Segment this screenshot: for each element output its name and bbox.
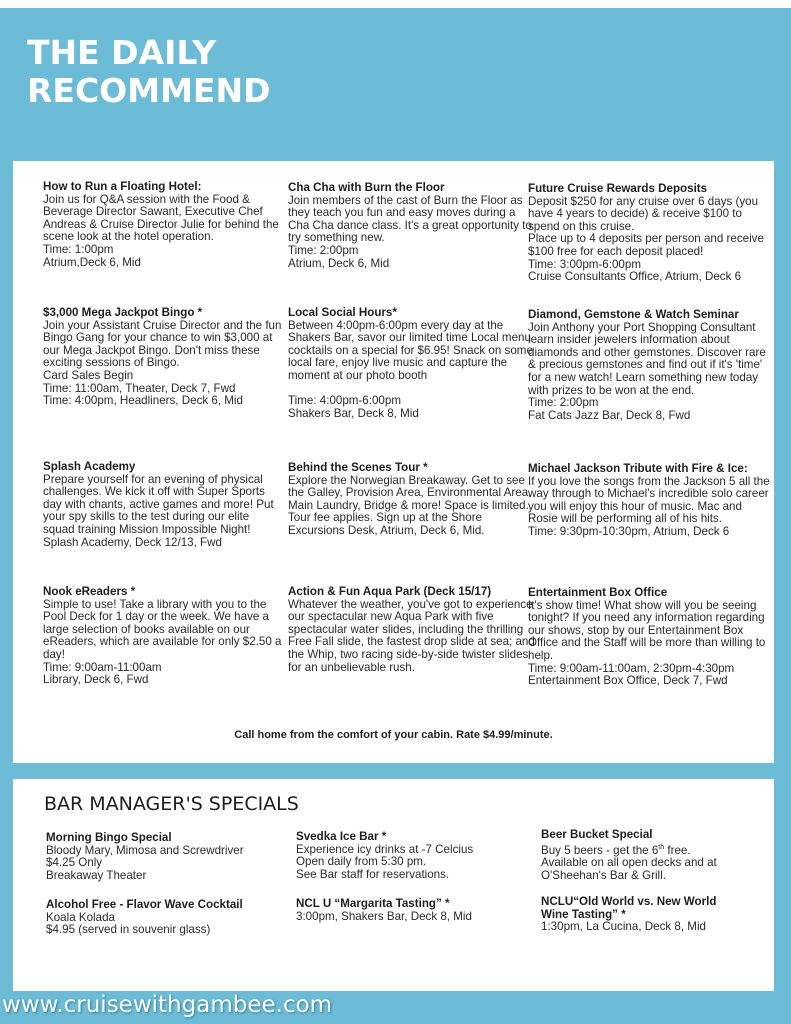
call-home-note: Call home from the comfort of your cabin. Rate $4.99/minute. xyxy=(234,729,553,741)
special-morning-bingo xyxy=(46,832,286,882)
special-location: Breakaway Theater xyxy=(46,868,147,882)
event-mega-bingo xyxy=(43,307,283,408)
bar-specials-panel xyxy=(13,779,774,991)
event-desc: Deposit $250 for any cruise over 6 days (you have 4 years to decide) & receive $100 to spend on this cruise. xyxy=(528,194,759,233)
offer-text: Buy 5 beers - get the 6 xyxy=(541,843,659,857)
event-title: Future Cruise Rewards Deposits xyxy=(528,182,708,195)
title-line-2: RECOMMEND xyxy=(27,71,271,110)
event-future-cruise xyxy=(528,183,773,284)
event-title: How to Run a Floating Hotel: xyxy=(43,180,202,193)
event-note: Card Sales Begin xyxy=(43,368,134,382)
event-title: Local Social Hours* xyxy=(288,306,397,319)
event-time: Time: 4:00pm-6:00pm xyxy=(288,394,401,408)
event-desc: Join your Assistant Cruise Director and the fun Bingo Gang for your chance to win $3,000 at our Mega Jackpot Bingo. Don't miss these exciting sessions of Bingo. xyxy=(43,318,282,370)
special-time-location: 3:00pm, Shakers Bar, Deck 8, Mid xyxy=(296,909,472,923)
special-title: Svedka Ice Bar * xyxy=(296,830,387,843)
event-title: Nook eReaders * xyxy=(43,585,136,598)
special-title: NCL U “Margarita Tasting” * xyxy=(296,897,450,910)
special-flavor-wave xyxy=(46,899,286,937)
event-desc: Explore the Norwegian Breakaway. Get to see the Galley, Provision Area, Environmental Area, Main Laundry, Bridge & more! Space is limited. xyxy=(288,473,532,512)
event-title: Michael Jackson Tribute with Fire & Ice: xyxy=(528,462,748,475)
event-time-2: Time: 4:00pm, Headliners, Deck 6, Mid xyxy=(43,394,243,408)
special-title: NCLU“Old World vs. New World Wine Tasting” * xyxy=(541,895,717,921)
special-hours: Open daily from 5:30 pm. xyxy=(296,855,427,869)
website-watermark: www.cruisewithgambee.com xyxy=(2,992,333,1018)
event-title: $3,000 Mega Jackpot Bingo * xyxy=(43,306,203,319)
event-time: Time: 3:00pm-6:00pm xyxy=(528,257,641,271)
event-location: Splash Academy, Deck 12/13, Fwd xyxy=(43,535,222,549)
special-title: Alcohol Free - Flavor Wave Cocktail xyxy=(46,898,243,911)
special-time-location: 1:30pm, La Cucina, Deck 8, Mid xyxy=(541,920,706,934)
special-title: Beer Bucket Special xyxy=(541,828,653,841)
event-title: Behind the Scenes Tour * xyxy=(288,461,428,474)
special-drinks: Bloody Mary, Mimosa and Screwdriver xyxy=(46,843,244,857)
special-offer xyxy=(541,842,761,857)
event-location: Atrium, Deck 6, Mid xyxy=(288,256,390,270)
event-time: Time: 1:00pm xyxy=(43,242,114,256)
event-desc: Join Anthony your Port Shopping Consultant learn insider jewelers information about diamonds and other gemstones. Discover rare & precious gemstones and find out if it's 'time' for a new watch! Learn something new today with prizes to be won at the end. xyxy=(528,320,766,397)
event-time: Time: 9:00am-11:00am, 2:30pm-4:30pm xyxy=(528,661,735,675)
event-floating-hotel xyxy=(43,181,283,269)
event-time: Time: 2:00pm xyxy=(528,396,599,410)
daily-recommend-panel xyxy=(13,161,774,763)
special-reservations: See Bar staff for reservations. xyxy=(296,867,450,881)
special-margarita-tasting xyxy=(296,898,536,923)
event-desc: If you love the songs from the Jackson 5 all the way through to Michael's incredible solo career you will enjoy this hour of music. Mac and Rosie will be performing all of his hits. xyxy=(528,474,770,526)
event-time: Time: 9:30pm-10:30pm, Atrium, Deck 6 xyxy=(528,524,730,538)
title-line-1: THE DAILY xyxy=(27,33,217,72)
event-nook-ereaders xyxy=(43,586,283,687)
offer-text-end: free. xyxy=(664,843,691,857)
event-desc-2: Place up to 4 deposits per person and receive $100 free for each deposit placed! xyxy=(528,232,764,258)
event-location: Library, Deck 6, Fwd xyxy=(43,673,149,687)
special-drink: Koala Kolada xyxy=(46,910,115,924)
event-location: Entertainment Box Office, Deck 7, Fwd xyxy=(528,674,728,688)
event-michael-jackson xyxy=(528,463,773,539)
event-title: Diamond, Gemstone & Watch Seminar xyxy=(528,308,739,321)
event-title: Action & Fun Aqua Park (Deck 15/17) xyxy=(288,585,492,598)
special-availability: Available on all open decks and at O'Sheehan's Bar & Grill. xyxy=(541,856,717,882)
event-desc: Join us for Q&A session with the Food & Beverage Director Sawant, Executive Chef Andreas & Cruise Director Julie for behind the scene look at the hotel operation. xyxy=(43,192,279,244)
event-desc: Whatever the weather, you've got to experience our spectacular new Aqua Park with five spectacular water slides, including the thrilling Free Fall slide, the fastest drop slide at sea; and the Whip, two racing side-by-side twister slides for an unbelievable rush. xyxy=(288,597,535,674)
event-location: Atrium,Deck 6, Mid xyxy=(43,255,141,269)
event-title: Cha Cha with Burn the Floor xyxy=(288,181,445,194)
special-desc: Experience icy drinks at -7 Celcius xyxy=(296,842,474,856)
event-title: Entertainment Box Office xyxy=(528,586,668,599)
event-signup: Tour fee applies. Sign up at the Shore Excursions Desk, Atrium, Deck 6, Mid. xyxy=(288,511,485,537)
event-location: Cruise Consultants Office, Atrium, Deck 6 xyxy=(528,270,742,284)
event-time: Time: 9:00am-11:00am xyxy=(43,660,162,674)
event-desc: Between 4:00pm-6:00pm every day at the Shakers Bar, savor our limited time Local menu cocktails on a special for $6.95! Snack on some local fare, enjoy live music and capture the moment at our photo booth xyxy=(288,318,533,382)
special-price: $4.25 Only xyxy=(46,856,103,870)
event-location: Shakers Bar, Deck 8, Mid xyxy=(288,406,419,420)
special-beer-bucket xyxy=(541,829,761,882)
event-diamond-seminar xyxy=(528,309,773,422)
event-location: Fat Cats Jazz Bar, Deck 8, Fwd xyxy=(528,408,691,422)
event-behind-scenes xyxy=(288,462,538,538)
event-desc: Prepare yourself for an evening of physical challenges. We kick it off with Super Sports day with chants, active games and more! Put your spy skills to the test during our elite squad training Mission Impossible Night! xyxy=(43,472,274,536)
event-desc: Simple to use! Take a library with you to the Pool Deck for 1 day or the week. We have a large selection of books available on our eReaders, which are available for only $2.50 a day! xyxy=(43,597,282,661)
event-local-social xyxy=(288,307,538,420)
event-cha-cha xyxy=(288,182,538,270)
event-time: Time: 11:00am, Theater, Deck 7, Fwd xyxy=(43,381,236,395)
event-splash-academy xyxy=(43,461,283,549)
event-box-office xyxy=(528,587,773,688)
special-title: Morning Bingo Special xyxy=(46,831,172,844)
event-desc: Join members of the cast of Burn the Floor as they teach you fun and easy moves during a Cha Cha dance class. It's a great opportunity to try something new. xyxy=(288,193,532,245)
special-ice-bar xyxy=(296,831,536,881)
page-title xyxy=(27,34,270,110)
event-aqua-park xyxy=(288,586,538,674)
event-desc: It's show time! What show will you be seeing tonight? If you need any information regarding our shows, stop by our Entertainment Box Office and the Staff will be more than willing to help. xyxy=(528,598,766,662)
special-price: $4.95 (served in souvenir glass) xyxy=(46,923,211,937)
event-time: Time: 2:00pm xyxy=(288,243,359,257)
event-title: Splash Academy xyxy=(43,460,136,473)
bar-specials-title: BAR MANAGER'S SPECIALS xyxy=(44,793,299,815)
offer-sup: th xyxy=(658,843,665,851)
special-wine-tasting xyxy=(541,896,741,934)
